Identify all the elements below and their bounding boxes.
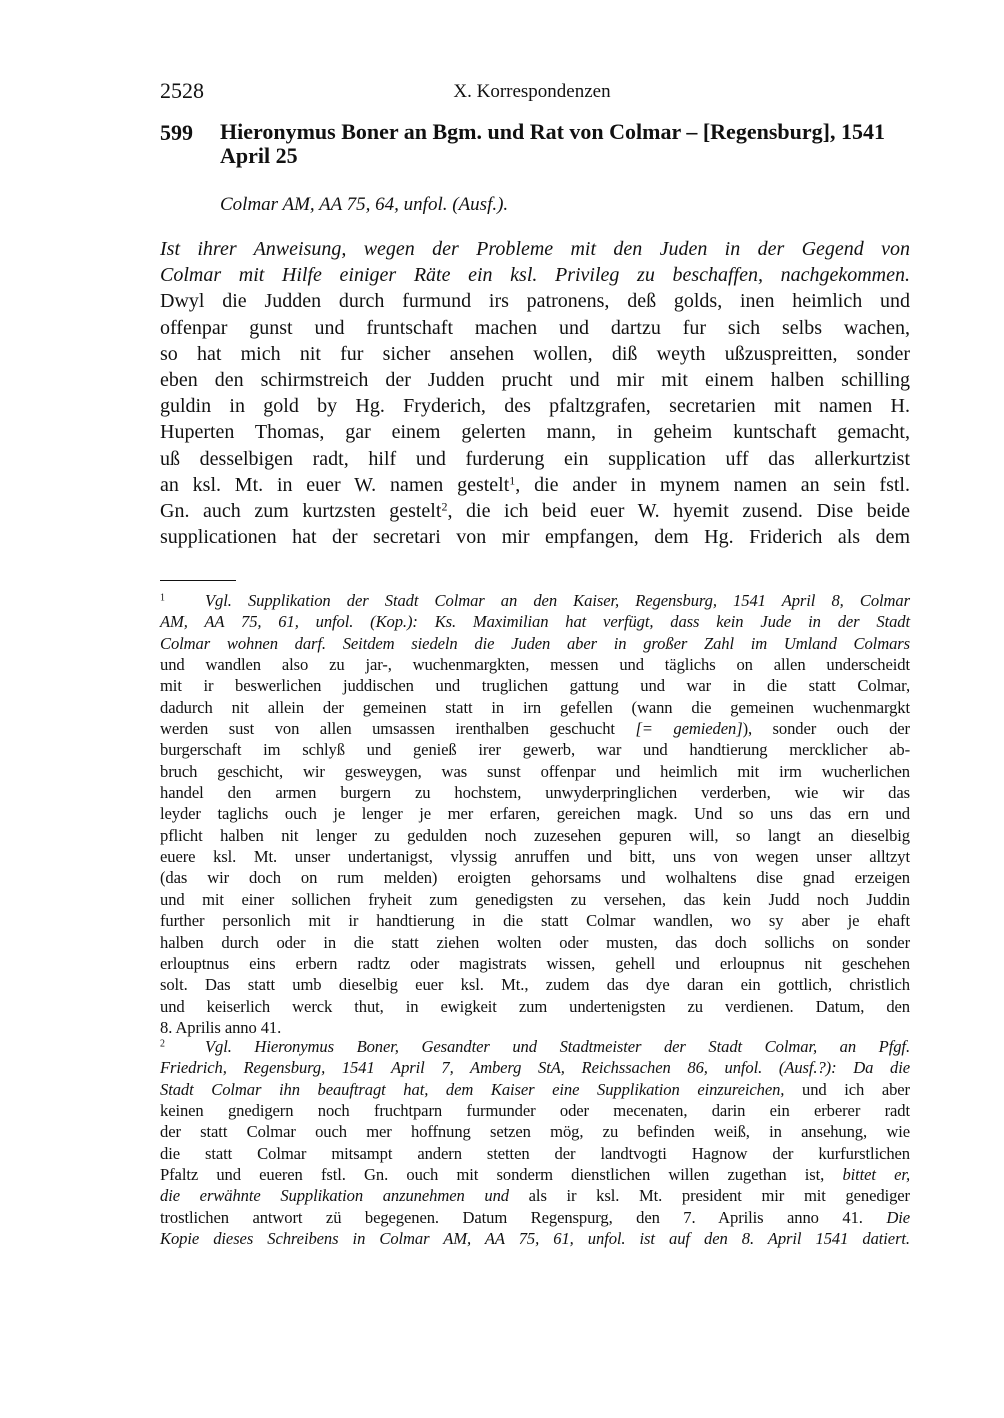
text-segment: der statt Colmar ouch mer hoffnung setzen mög, zu befinden weiß, in ansehung, wie — [160, 1122, 910, 1142]
text-segment: 8. Aprilis anno 41. — [160, 1017, 282, 1037]
text-line — [160, 1207, 910, 1228]
text-segment: erlouptnus eins erbern radtz oder magistrats wissen, gehell und erloupnus nit geschehen — [160, 953, 910, 973]
text-segment: trostlichen antwort zü begegenen. Datum Regenspurg, den 7. Aprilis anno 41. — [160, 1207, 887, 1227]
text-segment: solt. Das statt umb dieselbig euer ksl. Mt., zudem das dye daran ein gottlich, christlich — [160, 975, 910, 995]
text-line — [160, 1036, 910, 1057]
text-segment: uß desselbigen radt, hilf und furderung ein supplication uff das allerkurtzist — [160, 447, 910, 470]
text-segment: und keiserlich werck thut, in ewigkeit zum undertenigsten zu verdienen. Datum, den — [160, 996, 910, 1016]
text-line — [160, 718, 910, 739]
text-segment: keinen gnedigern noch fruchtparn furmunder oder mecenaten, darin ein erberer radt — [160, 1101, 910, 1121]
text-segment: an ksl. Mt. in euer W. namen gestelt — [160, 473, 510, 496]
footnote-reference[interactable]: 2 — [441, 499, 448, 514]
text-line — [160, 393, 910, 419]
text-segment: Kopie dieses Schreibens in Colmar AM, AA 75, 61, unfol. ist auf den 8. April 1541 datiert. — [160, 1229, 910, 1249]
text-segment: und wandlen also zu jar-, wuchenmargkten, messen und täglichs on allen underscheidt — [160, 655, 910, 675]
text-segment: mit ir beswerlichen juddischen und truglichen gattung und war in die statt Colmar, — [160, 676, 910, 696]
footnote-reference[interactable]: 1 — [509, 473, 516, 488]
text-line — [160, 419, 910, 445]
footnote-divider — [160, 580, 236, 581]
text-segment: guldin in gold by Hg. Fryderich, des pfaltzgrafen, secretarien mit namen H. — [160, 395, 910, 418]
footnote-number-text: 2 — [160, 1038, 165, 1050]
text-segment: , die ander in mynem namen an sein fstl. — [515, 473, 910, 496]
text-segment: und ich aber — [784, 1079, 910, 1099]
text-line — [160, 446, 910, 472]
text-line — [160, 236, 910, 262]
text-segment: supplicationen hat der secretari von mir empfangen, dem Hg. Friderich als dem — [160, 526, 910, 549]
text-line — [160, 953, 910, 974]
text-segment: (das wir doch on rum melden) eroigten gehorsams und wolhaltens dise gnad erzeigen — [160, 868, 910, 888]
text-line — [160, 1185, 910, 1206]
text-line — [160, 697, 910, 718]
document-title — [220, 120, 910, 168]
text-line — [160, 803, 910, 824]
text-line — [160, 654, 910, 675]
text-line — [160, 910, 910, 931]
text-line — [160, 1100, 910, 1121]
text-line — [160, 1121, 910, 1142]
footnote-number — [160, 1036, 205, 1057]
text-segment: offenpar gunst und fruntschaft machen und dartzu fur sich selbs wachen, — [160, 316, 910, 339]
text-line — [160, 315, 910, 341]
text-segment: Vgl. Hieronymus Boner, Gesandter und Stadtmeister der Stadt Colmar, an Pfgf. — [205, 1037, 910, 1056]
text-segment: bruch geschicht, wir gesweygen, was sunst offenpar und heimlich mit irm wucherlichen — [160, 761, 910, 781]
footnote-number-text: 1 — [160, 592, 165, 604]
text-segment: [= gemieden] — [635, 719, 743, 739]
text-segment: burgerschaft im schlyß und genieß irer gewerb, war und handtierung mercklicher ab- — [160, 740, 910, 760]
text-segment: und mit einer sollichen fryheit zum genedigsten zu versehen, das kein Judd noch Juddin — [160, 889, 910, 909]
text-line — [160, 846, 910, 867]
text-segment: werden sust von allen umsassen irenthalben geschucht — [160, 719, 636, 739]
text-line — [160, 825, 910, 846]
text-line — [160, 1057, 910, 1078]
text-line — [160, 367, 910, 393]
footnote-2 — [160, 1036, 910, 1249]
text-line — [160, 472, 910, 498]
footnote-1 — [160, 590, 910, 1038]
text-segment: handel den armen burgern zu hochstem, unwyderpringlichen verderben, wie wir das — [160, 783, 910, 803]
text-segment: pflicht halben nit lenger zu gedulden noch zuzesehen gepuren will, so langt an dieselbig — [160, 825, 910, 845]
page-number: 2528 — [160, 78, 204, 103]
text-line — [160, 675, 910, 696]
text-line — [160, 498, 910, 524]
title-line: April 25 — [220, 143, 298, 168]
document-number: 599 — [160, 120, 193, 145]
text-segment: Ist ihrer Anweisung, wegen der Probleme mit den Juden in der Gegend von — [160, 238, 910, 260]
text-line — [160, 974, 910, 995]
text-segment: , die ich beid euer W. hyemit zusend. Dise beide — [447, 499, 911, 522]
text-segment: Dwyl die Judden durch furmund irs patronens, deß golds, inen heimlich und — [160, 290, 910, 313]
text-segment: die erwähnte Supplikation anzunehmen und — [160, 1186, 509, 1206]
text-segment: die statt Colmar mitsampt andern stetten der landtvogti Hagnow der kurfurstlichen — [160, 1143, 910, 1163]
text-segment: so hat mich nit fur sicher ansehen wollen, diß weyth ußzuspreitten, sonder — [160, 342, 910, 365]
text-segment: halben durch oder in die statt ziehen wolten oder musten, das doch sollichs on sonder — [160, 932, 910, 952]
text-line — [160, 739, 910, 760]
text-line — [160, 996, 910, 1017]
text-segment: eben den schirmstreich der Judden prucht und mir mit einem halben schilling — [160, 368, 910, 391]
text-segment: Vgl. Supplikation der Stadt Colmar an den Kaiser, Regensburg, 1541 April 8, Colmar — [205, 591, 910, 610]
text-line — [160, 341, 910, 367]
text-line — [160, 867, 910, 888]
text-segment: bittet er, — [842, 1165, 910, 1185]
text-line — [160, 1079, 910, 1100]
text-segment: Huperten Thomas, gar einem gelerten mann, in geheim kuntschaft gemacht, — [160, 421, 910, 444]
text-segment: Colmar mit Hilfe einiger Räte ein ksl. Privileg zu beschaffen, nachgekommen. — [160, 264, 910, 287]
text-line — [160, 1143, 910, 1164]
text-segment: euere ksl. Mt. unser undertanigst, vlyssig anruffen und bitt, uns von wegen unser alltzyt — [160, 847, 910, 867]
text-line — [160, 590, 910, 611]
text-line — [160, 633, 910, 654]
main-text — [160, 236, 910, 550]
title-line: Hieronymus Boner an Bgm. und Rat von Colmar – [Regensburg], 1541 — [220, 119, 885, 144]
text-line — [160, 1228, 910, 1249]
text-line — [160, 932, 910, 953]
source-citation: Colmar AM, AA 75, 64, unfol. (Ausf.). — [220, 194, 509, 215]
text-line — [160, 1164, 910, 1185]
text-segment: Gn. auch zum kurtzsten gestelt — [160, 499, 442, 522]
text-segment: Stadt Colmar ihn beauftragt hat, dem Kaiser eine Supplikation einzureichen, — [160, 1079, 785, 1099]
text-line — [160, 262, 910, 288]
running-title: X. Korrespondenzen — [453, 81, 611, 102]
text-segment: Pfaltz und eueren fstl. Gn. ouch mit sonderm dienstlichen willen zugethan ist, — [160, 1165, 843, 1185]
text-segment: AM, AA 75, 61, unfol. (Kop.): Ks. Maximilian hat verfügt, dass kein Jude in der Stadt — [160, 612, 910, 632]
text-segment: further personlich mit ir handtierung in die statt Colmar wandlen, wo sy aber je ehaft — [160, 911, 910, 931]
text-segment: Die — [886, 1207, 910, 1227]
text-segment: Colmar wohnen darf. Seitdem siedeln die Juden aber in großer Zahl im Umland Colmars — [160, 633, 910, 653]
text-line — [160, 782, 910, 803]
text-line — [160, 889, 910, 910]
text-line — [160, 524, 910, 550]
text-segment: dadurch nit allein der gemeinen statt in irn gefellen (wann die gemeinen wuchenmargkt — [160, 697, 910, 717]
text-segment: als ir ksl. Mt. president mir mit genediger — [508, 1186, 910, 1206]
text-segment: leyder taglichs ouch je lenger je mer erfaren, gereichen magk. Und so uns das ern und — [160, 804, 910, 824]
text-line — [160, 761, 910, 782]
footnote-number — [160, 590, 205, 611]
text-line — [160, 611, 910, 632]
text-segment: Friedrich, Regensburg, 1541 April 7, Amberg StA, Reichssachen 86, unfol. (Ausf.?): Da die — [160, 1058, 910, 1078]
text-line — [160, 288, 910, 314]
text-segment: ), sonder ouch der — [742, 719, 910, 739]
